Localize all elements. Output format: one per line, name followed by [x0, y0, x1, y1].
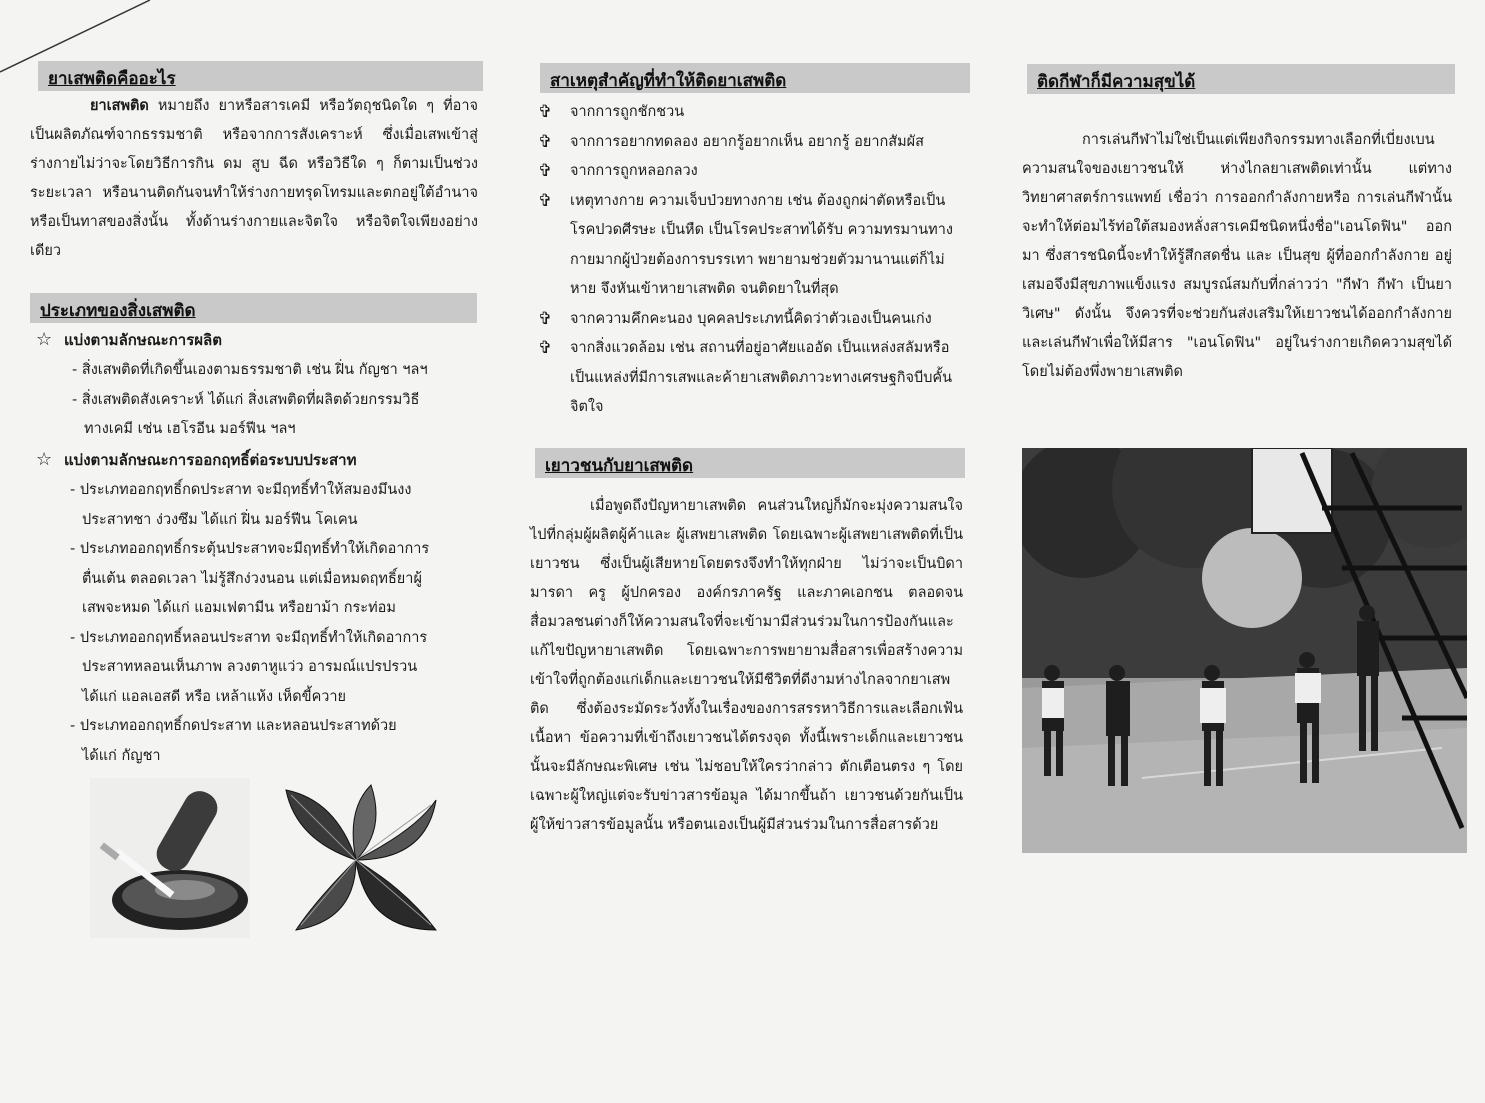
- list-item: - ประเภทออกฤทธิ์กดประสาท จะมีฤทธิ์ทำให้สมองมึนงง: [70, 482, 412, 498]
- section-title: ยาเสพติดคืออะไร: [48, 69, 176, 89]
- section-title: เยาวชนกับยาเสพติด: [545, 456, 694, 476]
- section-title: ติดกีฬาก็มีความสุขได้: [1037, 72, 1196, 92]
- list-item: - ประเภทออกฤทธิ์กระตุ้นประสาทจะมีฤทธิ์ทำให้เกิดอาการ: [70, 541, 430, 557]
- cross-icon: ✞: [538, 308, 553, 329]
- list-item: - ประเภทออกฤทธิ์หลอนประสาท จะมีฤทธิ์ทำให้เกิดอาการ: [70, 629, 428, 646]
- cross-icon: ✞: [538, 161, 553, 181]
- star-icon: ☆: [36, 329, 53, 350]
- list-item: ✞ เหตุทางกาย ความเจ็บป่วยทางกาย เช่น ต้องถูกผ่าตัดหรือเป็นโรคปวดศีรษะ เป็นหืด เป็นโรคประสาทได้รับ ความทรมานทางกายมากผู้ป่วยต้องการบรรเทา พยายามช่วยตัวมานานแต่ก็ไม่หาย จึงหันเข้าหายาเสพติด จนติดยาในที่สุด: [530, 187, 970, 305]
- category-nervous-effect-items: [70, 476, 482, 771]
- list-item: ประสาทหลอนเห็นภาพ ลวงตาหูแว่ว อารมณ์แปรปรวน: [82, 659, 418, 675]
- category-title: แบ่งตามลักษณะการผลิต: [64, 331, 222, 349]
- ashtray-cigarette-photo: [90, 778, 250, 938]
- list-item: - ประเภทออกฤทธิ์กดประสาท และหลอนประสาทด้วย: [70, 718, 397, 734]
- definition-paragraph: [30, 92, 478, 266]
- basketball-game-photo: [1022, 448, 1467, 853]
- cross-icon: ✞: [538, 338, 553, 358]
- cross-icon: ✞: [538, 131, 553, 152]
- list-item: - สิ่งเสพติดที่เกิดขึ้นเองตามธรรมชาติ เช่น ฝิ่น กัญชา ฯลฯ: [72, 362, 428, 378]
- list-item: ✞ จากการอยากทดลอง อยากรู้อยากเห็น อยากรู้ อยากสัมผัส: [530, 128, 970, 158]
- list-item: - สิ่งเสพติดสังเคราะห์ ได้แก่ สิ่งเสพติดที่ผลิตด้วยกรรมวิธี: [72, 391, 420, 408]
- category-nervous-effect: [36, 448, 357, 472]
- star-icon: ☆: [36, 449, 53, 470]
- definition-lead: ยาเสพติด: [90, 98, 149, 114]
- section-heading-what-is-drug: [38, 61, 483, 91]
- cross-icon: ✞: [538, 190, 553, 211]
- list-item: ✞ จากความคึกคะนอง บุคคลประเภทนี้คิดว่าตัวเองเป็นคนเก่ง: [530, 305, 970, 335]
- list-item: ✞ จากการถูกชักชวน: [530, 98, 970, 128]
- list-item: ได้แก่ แอลเอสดี หรือ เหล้าแห้ง เห็ดขี้ควาย: [82, 688, 347, 705]
- category-production: [36, 328, 222, 352]
- youth-paragraph: เมื่อพูดถึงปัญหายาเสพติด คนส่วนใหญ่ก็มักจะมุ่งความสนใจไปที่กลุ่มผู้ผลิตผู้ค้าและ ผู้เสพยาเสพติด โดยเฉพาะผู้เสพยาเสพติดที่เป็นเยาวชน ซึ่งเป็นผู้เสียหายโดยตรงจึงทำให้ทุกฝ่าย ไม่ว่าจะเป็นบิดามารดา ครู ผู้ปกครอง องค์กรภาครัฐ และภาคเอกชน ตลอดจนสื่อมวลชนต่างก็ให้ความสนใจที่จะเข้ามามีส่วนร่วมในการป้องกันและแก้ไขปัญหายาเสพติด โดยเฉพาะการพยายามสื่อสารเพื่อสร้างความเข้าใจที่ถูกต้องแก่เด็กและเยาวชนให้มีชีวิตที่ดีงามห่างไกลจากยาเสพติด ซึ่งต้องระมัดระวังทั้งในเรื่องของการสรรหาวิธีการและเลือกเฟ้นเนื้อหา ข้อความที่เข้าถึงเยาวชนได้ตรงจุด ทั้งนี้เพราะเด็กและเยาวชนนั้นจะมีลักษณะพิเศษ เช่น ไม่ชอบให้ใครว่ากล่าว ตักเตือนตรง ๆ โดยเฉพาะผู้ใหญ่แต่จะรับข่าวสารข้อมูล ได้มากขึ้นถ้า เยาวชนด้วยกันเป็นผู้ให้ข่าวสารข้อมูลนั้น หรือตนเองเป็นผู้มีส่วนร่วมในการสื่อสารด้วย: [530, 498, 963, 833]
- sports-paragraph: การเล่นกีฬาไม่ใช่เป็นแต่เพียงกิจกรรมทางเลือกที่เบี่ยงเบนความสนใจของเยาวชนให้ ห่างไกลยาเสพติดเท่านั้น แต่ทางวิทยาศาสตร์การแพทย์ เชื่อว่า การออกกำลังกายหรือ การเล่นกีฬานั้น จะทำให้ต่อมไร้ท่อใต้สมองหลั่งสารเคมีชนิดหนึ่งชื่อ"เอนโดฟิน" ออกมา ซึ่งสารชนิดนี้จะทำให้รู้สึกสดชื่น และ เป็นสุข ผู้ที่ออกกำลังกาย อยู่เสมอจึงมีสุขภาพแข็งแรง สมบูรณ์สมกับที่กล่าวว่า "กีฬา กีฬา เป็นยาวิเศษ" ดังนั้น จึงควรที่จะช่วยกันส่งเสริมให้เยาวชนได้ออกกำลังกายและเล่นกีฬาเพื่อให้มีสาร "เอนโดฟิน" อยู่ในร่างกายเกิดความสุขได้ โดยไม่ต้องพึ่งพายาเสพติด: [1022, 132, 1452, 380]
- section-heading-causes: [540, 63, 970, 93]
- list-item: ประสาทชา ง่วงซึม ได้แก่ ฝิ่น มอร์ฟีน โคเคน: [82, 511, 358, 528]
- list-item: ✞ จากสิ่งแวดล้อม เช่น สถานที่อยู่อาศัยแออัด เป็นแหล่งสลัมหรือเป็นแหล่งที่มีการเสพและค้ายาเสพติดภาวะทางเศรษฐกิจบีบคั้นจิตใจ: [530, 334, 970, 423]
- list-item: ทางเคมี เช่น เฮโรอีน มอร์ฟีน ฯลฯ: [84, 421, 296, 437]
- section-heading-drug-types: [30, 293, 477, 323]
- list-item: เสพจะหมด ได้แก่ แอมเฟตามีน หรือยาม้า กระท่อม: [82, 600, 396, 616]
- cross-icon: ✞: [538, 102, 553, 122]
- list-item: ✞ จากการถูกหลอกลวง: [530, 157, 970, 187]
- definition-body: หมายถึง ยาหรือสารเคมี หรือวัตถุชนิดใด ๆ ที่อาจเป็นผลิตภัณฑ์จากธรรมชาติ หรือจากการสังเคราะห์ ซึ่งเมื่อเสพเข้าสู่ร่างกายไม่ว่าจะโดยวิธีการกิน ดม สูบ ฉีด หรือวิธีใด ๆ ก็ตามเป็นช่วงระยะเวลา หรือนานติดกันจนทำให้ร่างกายทรุดโทรมและตกอยู่ใต้อำนาจหรือเป็นทาสของสิ่งนั้น ทั้งด้านร่างกายและจิตใจ หรือจิตใจเพียงอย่างเดียว: [30, 98, 479, 259]
- section-title: สาเหตุสำคัญที่ทำให้ติดยาเสพติด: [550, 71, 787, 91]
- list-item: ได้แก่ กัญชา: [82, 747, 161, 764]
- section-title: ประเภทของสิ่งเสพติด: [40, 301, 196, 321]
- category-production-items: [72, 356, 482, 445]
- kratom-leaves-photo: [276, 780, 446, 940]
- category-title: แบ่งตามลักษณะการออกฤทธิ์ต่อระบบประสาท: [64, 451, 357, 469]
- list-item: ตื่นเต้น ตลอดเวลา ไม่รู้สึกง่วงนอน แต่เมื่อหมดฤทธิ์ยาผู้: [82, 570, 422, 587]
- section-heading-youth: [535, 448, 965, 478]
- causes-list: [530, 98, 970, 423]
- section-heading-sports: [1027, 64, 1455, 94]
